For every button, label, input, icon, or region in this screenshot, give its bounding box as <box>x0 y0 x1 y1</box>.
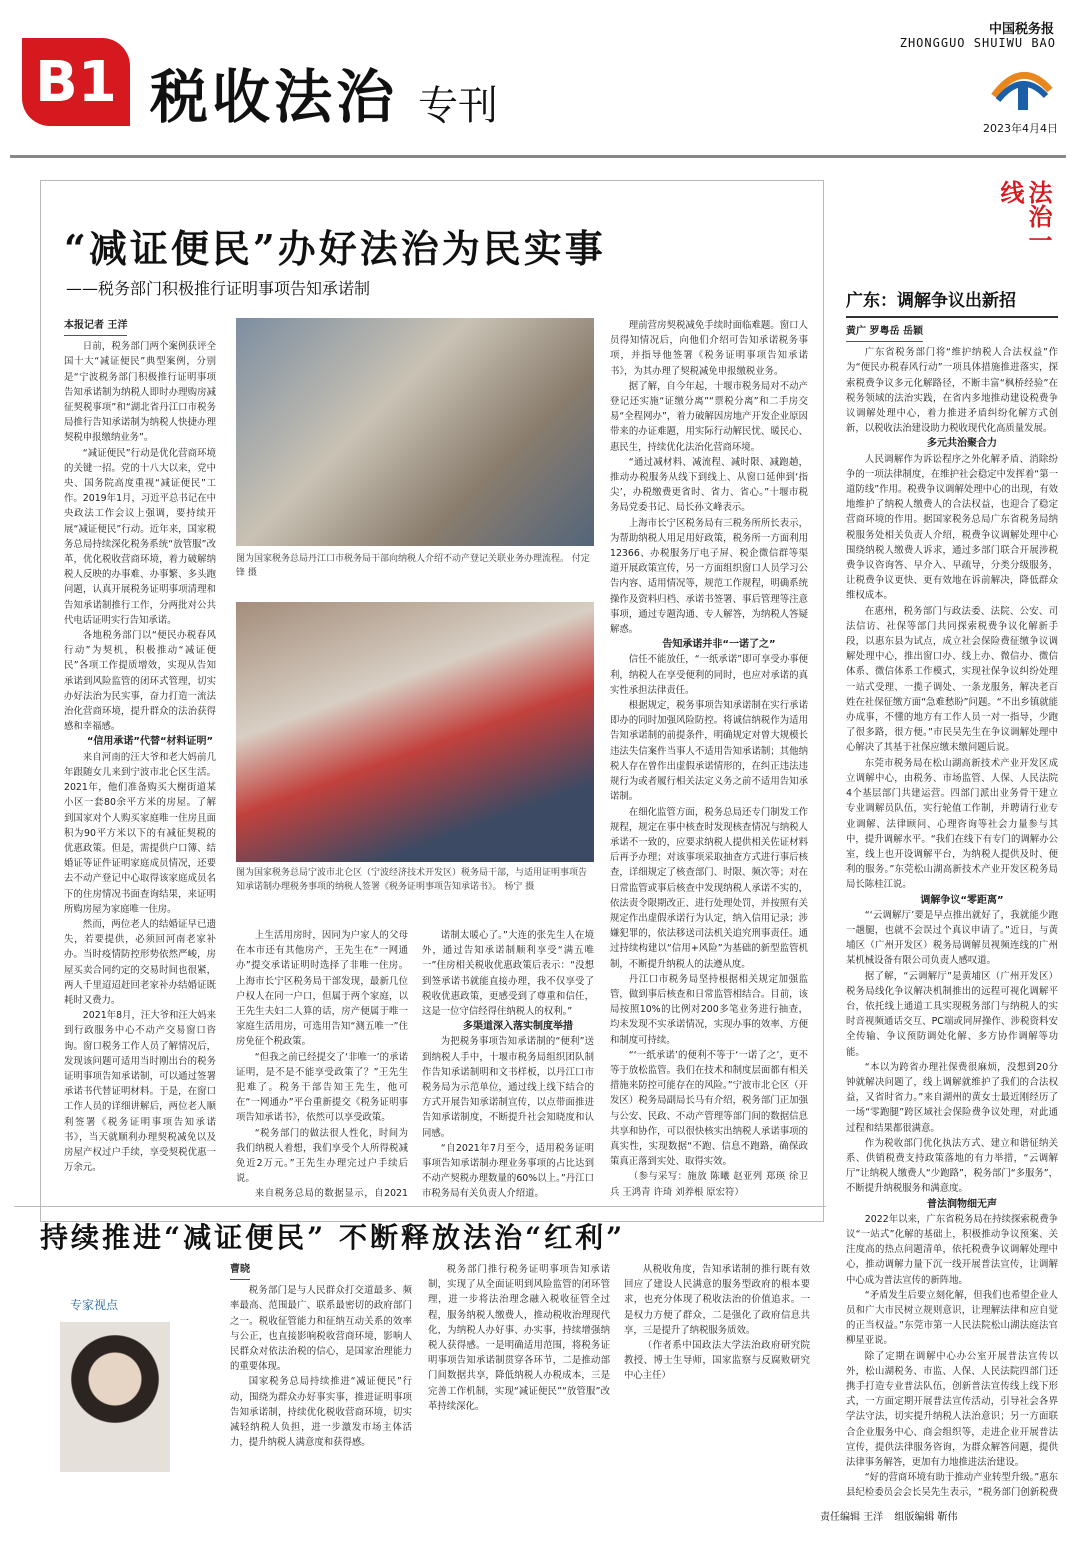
subhead: 多元共治聚合力 <box>927 438 997 450</box>
footer-editor: 责任编辑 王洋 <box>820 1512 884 1523</box>
subhead: 普法润物细无声 <box>927 1198 997 1210</box>
paragraph: 上生活用房时，因同为户家人的父母在本市还有其他房产，王先生在“一网通办”提交承诺证明时选择了非唯一住房。上海市长宁区税务局干部发现，最新几位户权人在同一户口，但属于两个家庭，以王先生夫妇二人算的话，房产便属于唯一家庭生活用房，可选用告知“测五唯一”住房免征个税政策。 <box>236 930 408 1048</box>
contributors-note: （参与采写：施放 陈曦 赵亚列 郑瑛 徐卫兵 王鸿青 许琦 刘养根 原宏符） <box>610 1171 808 1198</box>
commentary-column-2 <box>428 1262 610 1512</box>
paragraph: 据了解，“云调解厅”是黄埔区（广州开发区）税务局线化争议解决机制推出的远程可视化调解平台，依托线上通道工具实现税务部门与纳税人的实时音视频通话交互、PC端或同屏操作、涉税资料安全传输、争议预防调处化解、多方协作调解等功能。 <box>846 970 1058 1058</box>
tax-logo-icon <box>988 56 1056 116</box>
paragraph: 上海市长宁区税务局有三税务所所长表示，为帮助纳税人用足用好政策，税务所一方面利用12366、办税服务厅电子屏、税企微信群等渠道开展政策宣传，另一方面组织窗口人员学习公告内容、适用情况等，规范工作规程，明确系统操作及资料归档、承诺书签署、事后管理等注意事项，通过专题沟通、专人解答，为纳税人答疑解惑。 <box>610 517 808 636</box>
commentary-headline: 持续推进“减证便民” 不断释放法治“红利” <box>40 1221 626 1254</box>
paragraph: 诺制太暖心了。”大连的张先生人在境外，通过告知承诺制顺利享受“满五唯一”住房相关税收优惠政策后表示：“没想到签承诺书就能直接办理，我不仅享受了税收优惠政策，更感受到了尊重和信任，这是一位守信经得住纳税人的权利。” <box>422 930 594 1018</box>
sidebar-rule <box>846 316 1058 318</box>
paragraph: 丹江口市税务局坚持根据相关规定加强监管，做到事后核查和日常监管相结合。目前，该局按照10%的比例对200多笔业务进行抽查，均未发现不实承诺情况，实现办事的效率、方便和制度可持续。 <box>610 973 808 1046</box>
kicker-text: 法治一线 <box>996 180 1053 252</box>
paragraph: 信任不能放任，“一纸承诺”即可享受办事便利，纳税人在享受便利的同时，也应对承诺的真实性承担法律责任。 <box>610 654 808 696</box>
paragraph: 理前营房契税减免手续时面临难题。窗口人员得知情况后，向他们介绍可告知承诺税务事项，并指导他签署《税务证明事项告知承诺书》，为其办理了契税减免申报缴税业务。 <box>610 320 808 377</box>
commentary-column-1 <box>230 1262 412 1512</box>
sidebar-column <box>846 324 1058 1500</box>
main-byline: 本报记者 王洋 <box>64 318 127 336</box>
main-column-3 <box>236 928 408 1202</box>
paragraph: 来自河南的汪大爷和老大妈前几年跟随女儿来到宁波市北仑区生活。2021年，他们准备购买大榭街道某小区一套80余平方米的房屋。了解到国家对个人购买家庭唯一住房且面积为90平方米以下的有减征契税的优惠政策。但是，需提供户口簿、结婚证等证件证明家庭成员情况，还要去不动产登记中心取得该家庭成员名下的住房情况书面查询结果，来证明所购房屋为家庭唯一住房。 <box>64 751 216 915</box>
section-title: 税收法治 <box>150 63 399 131</box>
paragraph: “本以为跨省办理社保费很麻烦，没想到20分钟就解决问题了，线上调解就维护了我们的合法权益，又省时省力。”来自湖州的黄女士最近刚经历了一场“零跑腿”跨区域社会保险费争议处理，对此通过程和结果都很满意。 <box>846 1061 1058 1134</box>
footer-layout-editor: 组版编辑 靳伟 <box>894 1512 958 1523</box>
top-rule <box>10 155 1066 158</box>
main-column-4 <box>422 928 594 1202</box>
paragraph: 在惠州，税务部门与政法委、法院、公安、司法信访、社保等部门共同探索税费争议化解新手段，以惠东县为试点，成立社会保险费征缴争议调解处理中心，推出窗口办、线上办、微信办、微信体系、微信体系工作模式，实现社保争议纠纷处理一站式受理、一揽子调处、一条龙服务，解决老百姓在社保征缴方面“急难愁盼”问题。“不出乡镇就能办成事，不懂的地方有工作人员一对一指导，少跑了很多路，很方便。”市民吴先生在争议调解处理中心解决了其基于社保应缴未缴问题后说。 <box>846 605 1058 754</box>
paragraph: “税务部门的做法很人性化，时间为我们纳税人着想，我们享受个人所得税减免近2万元。”王先生办理完过户手续后说。 <box>236 1127 408 1185</box>
paragraph: “自2021年7月至今，适用税务证明事项告知承诺制办理业务事项的占比达到不动产契税办理数量的60%以上。”丹江口市税务局有关负责人介绍道。 <box>422 1142 594 1200</box>
paragraph: 作为税收部门优化执法方式、建立和谐征纳关系、供销税费支持政策落地的有力举措，“云调解厅”让纳税人缴费人“少跑路”，税务部门“多服务”，不断提升纳税服务和满意度。 <box>846 1137 1058 1195</box>
paragraph: 人民调解作为诉讼程序之外化解矛盾、消除纷争的一项法律制度，在维护社会稳定中发挥着“第一道防线”作用。税费争议调解处理中心的出现，有效地维护了纳税人缴费人的合法权益，也迎合了稳定营商环境的作用。据国家税务总局广东省税务局纳税服务处相关负责人介绍，税费争议调解处理中心围绕纳税人缴费人诉求，通过多部门联合开展涉税费争议咨询答、早介入、早疏导，分类分级服务，让税费争议更快、更有效地在诉前解决，降低群众维权成本。 <box>846 453 1058 602</box>
paragraph: 为把税务事项告知承诺制的“便利”送到纳税人手中，十堰市税务局组织团队制作告知承诺制明和文书样板，以丹江口市税务局为示范单位，通过线上线下结合的方式开展告知承诺制宣传，以点带面推进告知承诺制度，不断提升社会知晓度和认同感。 <box>422 1036 594 1139</box>
main-column-1 <box>64 318 216 1202</box>
paragraph: “‘云调解厅’要是早点推出就好了，我就能少跑一趟腿，也就不会误过个真议申请了。”近日，与黄埔区（广州开发区）税务局调解员视频连线的广州某机械设备有限公司负责人感叹道。 <box>846 909 1058 967</box>
subhead: 多渠道深入落实制度举措 <box>463 1021 573 1033</box>
paragraph: 来自税务总局的数据显示，自2021 <box>254 1188 408 1200</box>
photo-tax-officer-guiding <box>236 318 594 546</box>
caption-text: 图为国家税务总局宁波市北仑区（宁波经济技术开发区）税务局干部，与适用证明事项告知承诺制办理税务事项的纳税人签署《税务证明事项告知承诺书》。 <box>236 868 588 892</box>
issue-date: 2023年4月4日 <box>983 122 1058 135</box>
photo-signing-commitment <box>236 602 594 862</box>
paragraph: 各地税务部门以“便民办税春风行动”为契机，积极推动“减证便民”各项工作提质增效，实现从告知承诺到风险监管的闭环式管理，切实办好法治为民实事，奋力打造一流法治化营商环境，提升群众的法治获得感和幸福感。 <box>64 630 216 733</box>
caption-text: 图为国家税务总局丹江口市税务局干部向纳税人介绍不动产登记关联业务办理流程。 <box>236 554 570 564</box>
paragraph: 除了定期在调解中心办公室开展普法宣传以外，松山湖税务、市监、人保、人民法院四部门还携手打造专业普法队伍，创新普法宣传线上线下形式，一方面定期开展普法宣传活动，引导社会各界学法守法，切实提升纳税人法治意识；另一方面联合企业服务中心、商会组织等，走进企业开展普法宣传，提供法律服务咨询，为群众解答问题，提供法律事务解答，更加有力地推进法治建设。 <box>846 1350 1058 1469</box>
paragraph: 然而，两位老人的结婚证早已遗失，若要提供，必须回河南老家补办。当时疫情防控形势依然严峻，房屋买卖合同约定的交易时间也很紧，两人千里迢迢赶回老家补办结婚证既耗时又费力。 <box>64 918 216 1006</box>
paragraph: 据了解，自今年起，十堰市税务局对不动产登记还实施“证缴分离”“票税分离”和二手房交易“全程网办”，着力破解因房地产开发企业原因带来的办证难题，用实际行动解民忧、暖民心、惠民生，持续优化法治化营商环境。 <box>610 380 808 453</box>
paragraph: 东莞市税务局在松山湖高新技术产业开发区成立调解中心，由税务、市场监管、人保、人民法院4个基层部门共建运营。四部门派出业务骨干建立专业调解员队伍，实行轮值工作制，并聘请行业专业调解、法律顾问、心理咨询等社会力量参与其中，提升调解水平。“我们在线下有专门的调解办公室，线上也开设调解平台，为纳税人提供及时、便利的服务。”东莞松山湖高新技术产业开发区税务局局长陈桂江说。 <box>846 757 1058 891</box>
paper-name-cn: 中国税务报 <box>988 22 1054 37</box>
paragraph: 国家税务总局持续推进“减证便民”行动，围绕为群众办好事实事，推进证明事项告知承诺制，持续优化税收营商环境，切实减轻纳税人负担，进一步激发市场主体活力，提升纳税人满意度和获得感。 <box>230 1376 412 1449</box>
paragraph: “减证便民”行动是优化营商环境的关键一招。党的十八大以来，党中央、国务院高度重视“减证便民”工作。2019年1月，习近平总书记在中央政法工作会议上强调，要持续开展“减证便民”行动。近年来，国家税务总局持续深化税务系统“放管服”改革，优化税收营商环境，着力破解纳税人反映的办事难、办事繁、多头跑问题，认真开展税务证明事项清理和告知承诺制推行工作，分两批对公共代电话证明实行告知承诺。 <box>64 447 216 626</box>
main-subheadline: ——税务部门积极推行证明事项告知承诺制 <box>66 279 371 298</box>
commentary-author: 曹晓 <box>230 1262 250 1280</box>
author-portrait <box>60 1322 170 1472</box>
paragraph: “矛盾发生后要立刻化解，但我们也希望企业人员和广大市民树立规则意识，让理解法律和应自觉的正当权益。”东莞市第一人民法院松山湖法庭法官柳星亚说。 <box>846 1289 1058 1347</box>
masthead <box>0 0 1076 150</box>
sidebar-title: 广东：调解争议出新招 <box>846 291 1016 311</box>
paragraph: 日前，税务部门两个案例获评全国十大“减证便民”典型案例，分别是“宁波税务部门积极推行证明事项告知承诺制为纳税人即时办理购房减征契税事项”和“湖北省丹江口市税务局推行告知承诺制为纳税人快捷办理契税申报缴纳业务”。 <box>64 341 216 444</box>
subhead: “信用承诺”代替“材料证明” <box>86 736 214 748</box>
paragraph: “‘一纸承诺’的便利不等于‘一诺了之’，更不等于放松监管。我们在技术和制度层面都有相关措施来防控可能存在的风险。”宁波市北仑区（开发区）税务局副局长马有介绍，税务部门正加强与公安、民政、不动产管理等部门间的数据信息共享和协作，可以很快核实出纳税人承诺事项的真实性，实现数据“不跑、信息不跑路，确保政策真正落到实处、取得实效。 <box>610 1049 808 1168</box>
paper-name-en: ZHONGGUO SHUIWU BAO <box>899 36 1056 50</box>
footer <box>820 1508 958 1523</box>
column-label: 专家视点 <box>70 1298 119 1312</box>
caption-credit: 杨宁 摄 <box>504 882 535 892</box>
commentary-column-3 <box>624 1262 810 1512</box>
photo-caption-1 <box>236 552 594 580</box>
paragraph: 税务部门推行税务证明事项告知承诺制，实现了从全面证明到风险监管的闭环管理，进一步将法治理念融入税收征管全过程，服务纳税人缴费人，推动税收治理现代化，为纳税人办好事、办实事，持续增强纳税人获得感。一是明确适用范围，将税务证明事项告知承诺制贯穿各环节，二是推动部门间数据共享，降低纳税人办税成本，三是完善工作机制，实现“减证便民”“放管服”改革持续深化。 <box>428 1264 610 1412</box>
paragraph: 2021年8月，汪大爷和汪大妈来到行政服务中心不动产交易窗口咨询。窗口税务工作人员了解情况后，发现该问题可适用当时刚出台的税务证明事项告知承诺制，可以通过签署承诺书代替证明材料。于是，在窗口工作人员的详细讲解后，两位老人顺利签署《税务证明事项告知承诺书》，当天就顺利办理契税减免以及房屋产权过户手续，享受契税优惠一万余元。 <box>64 1010 216 1174</box>
section-subtitle: 专刊 <box>418 83 498 129</box>
subhead: 告知承诺并非“一诺了之” <box>662 639 776 651</box>
paragraph: “但我之前已经提交了‘非唯一’的承诺证明，是不是不能享受政策了？”王先生犯难了。税务干部告知王先生，他可在“一网通办”平台重新提交《税务证明事项告知承诺书》，依然可以享受政策。 <box>236 1051 408 1124</box>
paragraph: 根据规定，税务事项告知承诺制在实行承诺即办的同时加强风险防控。将诚信纳税作为适用告知承诺制的前提条件，明确规定对曾大规模长违法失信案件当事人不适用告知承诺制；其他纳税人存在曾作出虚假承诺情形的，在纠正违法违规行为或者履行相关法定义务之前不适用告知承诺制。 <box>610 700 808 803</box>
paragraph: “好的营商环境有助于推动产业转型升级。”惠东县纪检委员会会长吴先生表示，“税务部门创新税费 <box>846 1472 1058 1499</box>
photo-caption-2 <box>236 866 594 894</box>
sidebar-byline: 黄广 罗粤岳 岳颖 <box>846 324 923 342</box>
main-column-5 <box>610 318 808 1202</box>
paragraph: “通过减材料、减流程、减时限、减跑趟，推动办税服务从线下到线上、从窗口延伸到‘指尖’，办税缴费更省时、省力、省心。”十堰市税务局党委书记、局长孙文峰表示。 <box>610 456 808 514</box>
caption-credit: 付定锋 摄 <box>236 554 590 578</box>
subhead: 调解争议“零距离” <box>920 894 1004 906</box>
page-badge: B1 <box>22 38 130 126</box>
kicker-logo <box>996 180 1056 270</box>
paragraph: 在细化监管方面，税务总局还专门制发工作规程，规定在事中核查时发现核查情况与纳税人承诺不一致的，应要求纳税人提供相关佐证材料后再予办理；对该事项采取抽查方式进行事后核查，详细规定了核查部门、时限、频次等；对在日常监管或事后核查中发现纳税人承诺不实的，依法责令限期改正、进行处理处罚，并按照有关规定作出虚假承诺行为认定，纳入信用记录；涉嫌犯罪的，依法移送司法机关追究刑事责任。通过持续构建以“信用+风险”为基础的新型监管机制，不断提升纳税人的法遵从度。 <box>610 806 808 970</box>
paragraph: （作者系中国政法大学法治政府研究院教授、博士生导师，国家监察与反腐败研究中心主任） <box>624 1340 810 1382</box>
paragraph: 税务部门是与人民群众打交道最多、频率最高、范围最广、联系最密切的政府部门之一。税收征管能力和征纳互动关系的效率与公正，也直接影响税收营商环境，影响人民群众对依法治税的信心，是国家治理能力的重要体现。 <box>230 1285 412 1373</box>
paragraph: 广东省税务部门将“维护纳税人合法权益”作为“便民办税春风行动”一项具体措施推进落实，探索税费争议多元化解路径，不断丰富“枫桥经验”在税务领域的法治实践，在省内多地推动建设税费争议调解处理中心，着力推进矛盾纠纷化解方式创新，以税收法治建设助力税收现代化高质量发展。 <box>846 347 1058 435</box>
paragraph: 从税收角度，告知承诺制的推行既有效回应了建设人民满意的服务型政府的根本要求，也充分体现了税收法治的价值追求。一是权力方便了群众，二是强化了政府信息共享，三是提升了纳税服务质效。 <box>624 1264 810 1336</box>
main-headline: “减证便民”办好法治为民实事 <box>64 226 606 271</box>
paragraph: 2022年以来，广东省税务局在持续探索税费争议“一站式”化解的基础上，积极推动争议预案、关注度高的热点问题清单，依托税费争议调解处理中心，推动调解力量下沉一线开展普法宣传，让调解中心成为普法宣传的新阵地。 <box>846 1213 1058 1286</box>
